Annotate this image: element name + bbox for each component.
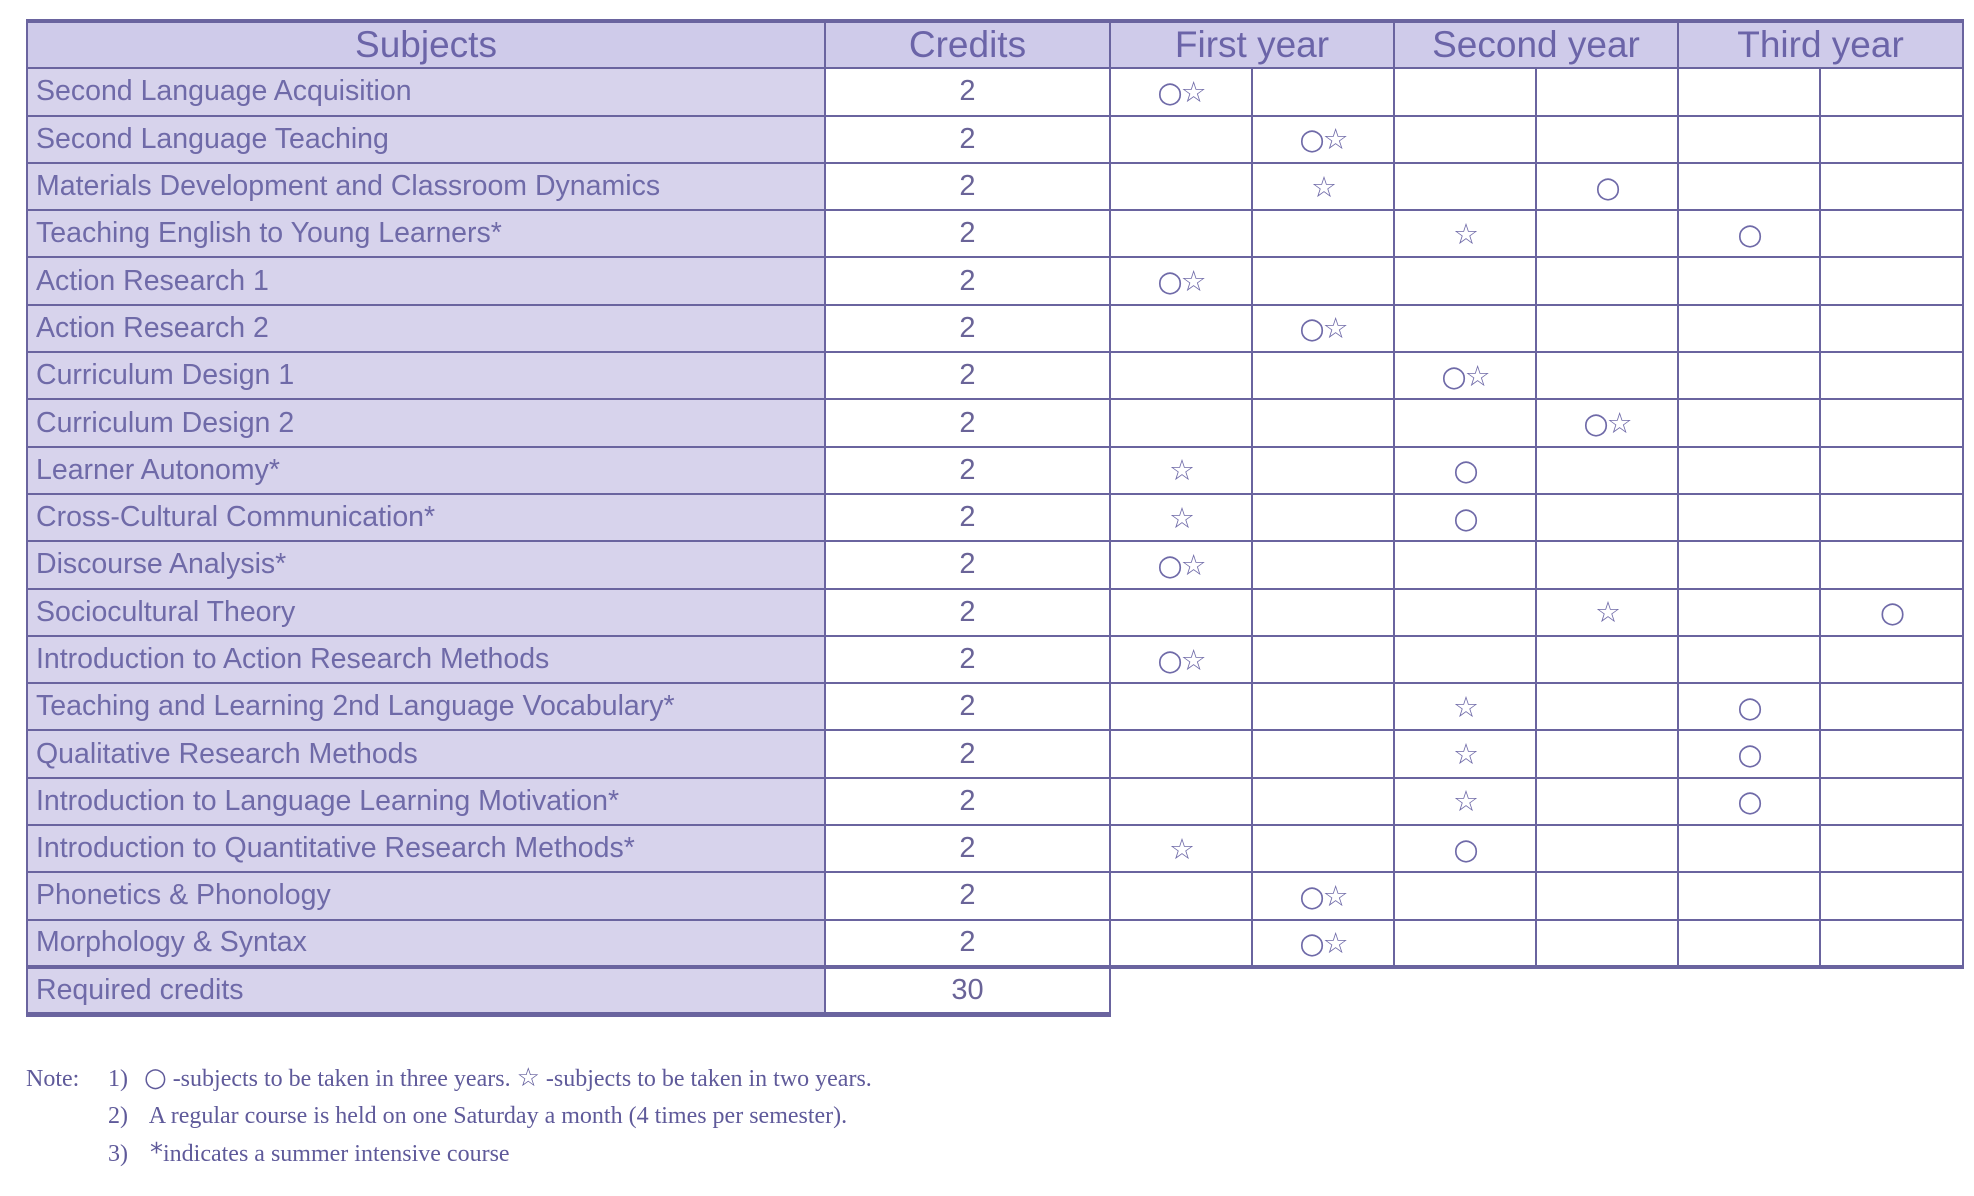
schedule-mark-cell [1820,447,1963,494]
table-body [27,68,1963,967]
schedule-mark-cell [1110,210,1252,257]
schedule-mark-cell [1252,257,1394,304]
subject-name: Curriculum Design 1 [27,352,825,399]
schedule-mark-cell [1110,305,1252,352]
schedule-mark-cell: ☆ [1252,163,1394,210]
subject-name: Discourse Analysis* [27,541,825,588]
header-first-year: First year [1110,21,1394,68]
credit-value: 2 [825,494,1110,541]
schedule-mark-cell [1110,778,1252,825]
schedule-mark-cell [1252,399,1394,446]
schedule-mark-cell [1536,257,1678,304]
schedule-mark-cell [1536,447,1678,494]
table-row [27,352,1963,399]
schedule-mark-cell: ○☆ [1252,872,1394,919]
table-row [27,636,1963,683]
table-row [27,920,1963,967]
star-icon: ☆ [516,1063,540,1093]
schedule-mark-cell [1110,730,1252,777]
schedule-mark-cell: ☆ [1394,778,1536,825]
schedule-mark-cell: ○ [1678,210,1820,257]
schedule-mark-cell [1820,352,1963,399]
schedule-mark-cell: ○ [1678,683,1820,730]
schedule-mark-cell [1536,352,1678,399]
schedule-mark-cell [1394,541,1536,588]
schedule-mark-cell [1536,494,1678,541]
schedule-mark-cell [1536,210,1678,257]
notes-section [26,1060,872,1173]
schedule-mark-cell [1820,305,1963,352]
schedule-mark-cell [1678,257,1820,304]
schedule-mark-cell [1536,872,1678,919]
table-row [27,210,1963,257]
subject-name: Action Research 1 [27,257,825,304]
schedule-mark-cell [1678,825,1820,872]
schedule-mark-cell [1110,163,1252,210]
subject-name: Action Research 2 [27,305,825,352]
schedule-mark-cell [1820,257,1963,304]
schedule-mark-cell: ○☆ [1252,920,1394,967]
schedule-mark-cell [1536,920,1678,967]
note-1-number: 1) [108,1066,128,1092]
schedule-mark-cell [1110,872,1252,919]
subject-name: Morphology & Syntax [27,920,825,967]
schedule-mark-cell [1678,68,1820,115]
schedule-mark-cell: ○ [1678,730,1820,777]
schedule-mark-cell [1110,683,1252,730]
schedule-mark-cell [1394,257,1536,304]
subject-name: Curriculum Design 2 [27,399,825,446]
schedule-mark-cell: ○ [1394,825,1536,872]
schedule-mark-cell [1820,778,1963,825]
note-lead: Note: [26,1066,80,1092]
note-2-number: 2) [108,1103,128,1129]
schedule-mark-cell [1536,541,1678,588]
schedule-mark-cell [1110,116,1252,163]
subject-name: Sociocultural Theory [27,589,825,636]
schedule-mark-cell [1110,399,1252,446]
schedule-mark-cell [1252,636,1394,683]
schedule-mark-cell: ○ [1820,589,1963,636]
schedule-mark-cell: ☆ [1110,447,1252,494]
schedule-mark-cell [1820,730,1963,777]
schedule-mark-cell [1252,683,1394,730]
table-row [27,872,1963,919]
schedule-mark-cell: ○ [1394,447,1536,494]
schedule-mark-cell [1820,399,1963,446]
note-1-star-text: -subjects to be taken in two years. [545,1066,872,1092]
schedule-mark-cell [1394,872,1536,919]
subject-name: Second Language Teaching [27,116,825,163]
table-row [27,116,1963,163]
schedule-mark-cell: ○☆ [1394,352,1536,399]
schedule-mark-cell [1678,399,1820,446]
table-row [27,541,1963,588]
schedule-mark-cell [1678,163,1820,210]
subject-name: Second Language Acquisition [27,68,825,115]
schedule-mark-cell [1252,210,1394,257]
schedule-mark-cell [1536,305,1678,352]
schedule-mark-cell [1110,920,1252,967]
schedule-mark-cell: ☆ [1394,210,1536,257]
schedule-mark-cell [1678,116,1820,163]
schedule-mark-cell [1536,825,1678,872]
schedule-mark-cell: ☆ [1110,494,1252,541]
schedule-mark-cell [1252,494,1394,541]
schedule-mark-cell [1820,210,1963,257]
table-row [27,589,1963,636]
schedule-mark-cell: ○☆ [1536,399,1678,446]
schedule-mark-cell [1678,352,1820,399]
table-row [27,825,1963,872]
schedule-mark-cell [1394,163,1536,210]
schedule-mark-cell [1252,778,1394,825]
schedule-mark-cell [1394,68,1536,115]
schedule-mark-cell: ○☆ [1110,257,1252,304]
schedule-mark-cell [1678,636,1820,683]
curriculum-table [26,19,1964,1017]
schedule-mark-cell [1252,825,1394,872]
credit-value: 2 [825,68,1110,115]
schedule-mark-cell [1536,778,1678,825]
schedule-mark-cell: ○ [1536,163,1678,210]
subject-name: Materials Development and Classroom Dynamics [27,163,825,210]
table-row [27,494,1963,541]
schedule-mark-cell [1820,541,1963,588]
header-third-year: Third year [1678,21,1963,68]
credit-value: 2 [825,872,1110,919]
table-row [27,305,1963,352]
credit-value: 2 [825,305,1110,352]
schedule-mark-cell [1820,68,1963,115]
schedule-mark-cell [1820,825,1963,872]
schedule-mark-cell: ☆ [1536,589,1678,636]
table-row [27,778,1963,825]
schedule-mark-cell [1678,920,1820,967]
schedule-mark-cell [1252,68,1394,115]
note-3-number: 3) [108,1141,128,1167]
subject-name: Teaching and Learning 2nd Language Vocabulary* [27,683,825,730]
schedule-mark-cell [1678,541,1820,588]
subject-name: Introduction to Action Research Methods [27,636,825,683]
note-2-text: A regular course is held on one Saturday a month (4 times per semester). [148,1103,848,1129]
schedule-mark-cell [1536,730,1678,777]
required-credits-value: 30 [825,967,1110,1014]
schedule-mark-cell [1252,589,1394,636]
schedule-mark-cell [1252,541,1394,588]
credit-value: 2 [825,447,1110,494]
schedule-mark-cell [1536,636,1678,683]
asterisk-icon: * [150,1138,163,1168]
schedule-mark-cell: ○☆ [1110,541,1252,588]
schedule-mark-cell [1394,116,1536,163]
schedule-mark-cell [1678,589,1820,636]
schedule-mark-cell [1536,68,1678,115]
schedule-mark-cell: ☆ [1394,730,1536,777]
credit-value: 2 [825,257,1110,304]
schedule-mark-cell [1678,494,1820,541]
credit-value: 2 [825,589,1110,636]
subject-name: Cross-Cultural Communication* [27,494,825,541]
table-row [27,730,1963,777]
schedule-mark-cell [1110,589,1252,636]
schedule-mark-cell [1820,116,1963,163]
subject-name: Qualitative Research Methods [27,730,825,777]
schedule-mark-cell: ☆ [1394,683,1536,730]
table-row [27,447,1963,494]
schedule-mark-cell [1536,116,1678,163]
schedule-mark-cell [1820,494,1963,541]
schedule-mark-cell: ☆ [1110,825,1252,872]
schedule-mark-cell [1820,636,1963,683]
credit-value: 2 [825,683,1110,730]
credit-value: 2 [825,920,1110,967]
note-3 [26,1135,872,1173]
credit-value: 2 [825,163,1110,210]
subject-name: Phonetics & Phonology [27,872,825,919]
table-row [27,399,1963,446]
required-row-spacer [1110,967,1963,1014]
schedule-mark-cell [1394,636,1536,683]
note-2 [26,1098,872,1135]
header-credits: Credits [825,21,1110,68]
table-row [27,163,1963,210]
schedule-mark-cell [1820,683,1963,730]
schedule-mark-cell: ○☆ [1110,636,1252,683]
schedule-mark-cell [1820,920,1963,967]
schedule-mark-cell [1252,352,1394,399]
schedule-mark-cell [1394,589,1536,636]
table-row [27,257,1963,304]
required-credits-label: Required credits [27,967,825,1014]
schedule-mark-cell: ○ [1394,494,1536,541]
schedule-mark-cell [1394,920,1536,967]
credit-value: 2 [825,825,1110,872]
schedule-mark-cell: ○☆ [1252,116,1394,163]
credit-value: 2 [825,399,1110,446]
circle-icon: ○ [144,1063,167,1093]
table-row [27,68,1963,115]
subject-name: Learner Autonomy* [27,447,825,494]
schedule-mark-cell [1678,305,1820,352]
schedule-mark-cell [1820,163,1963,210]
schedule-mark-cell [1678,872,1820,919]
schedule-mark-cell [1820,872,1963,919]
note-1-circle-text: -subjects to be taken in three years. [172,1066,511,1092]
required-credits-row [27,967,1963,1014]
curriculum-sheet [26,19,1964,1017]
header-second-year: Second year [1394,21,1678,68]
schedule-mark-cell [1252,730,1394,777]
header-subjects: Subjects [27,21,825,68]
schedule-mark-cell [1394,399,1536,446]
note-1 [26,1060,872,1098]
credit-value: 2 [825,778,1110,825]
schedule-mark-cell: ○☆ [1252,305,1394,352]
schedule-mark-cell: ○☆ [1110,68,1252,115]
schedule-mark-cell [1536,683,1678,730]
schedule-mark-cell [1252,447,1394,494]
note-3-text: indicates a summer intensive course [163,1141,510,1167]
table-header-row [27,21,1963,68]
subject-name: Introduction to Language Learning Motivation* [27,778,825,825]
schedule-mark-cell [1394,305,1536,352]
credit-value: 2 [825,352,1110,399]
schedule-mark-cell: ○ [1678,778,1820,825]
credit-value: 2 [825,541,1110,588]
credit-value: 2 [825,116,1110,163]
credit-value: 2 [825,636,1110,683]
schedule-mark-cell [1678,447,1820,494]
credit-value: 2 [825,210,1110,257]
schedule-mark-cell [1110,352,1252,399]
table-row [27,683,1963,730]
subject-name: Teaching English to Young Learners* [27,210,825,257]
credit-value: 2 [825,730,1110,777]
subject-name: Introduction to Quantitative Research Methods* [27,825,825,872]
